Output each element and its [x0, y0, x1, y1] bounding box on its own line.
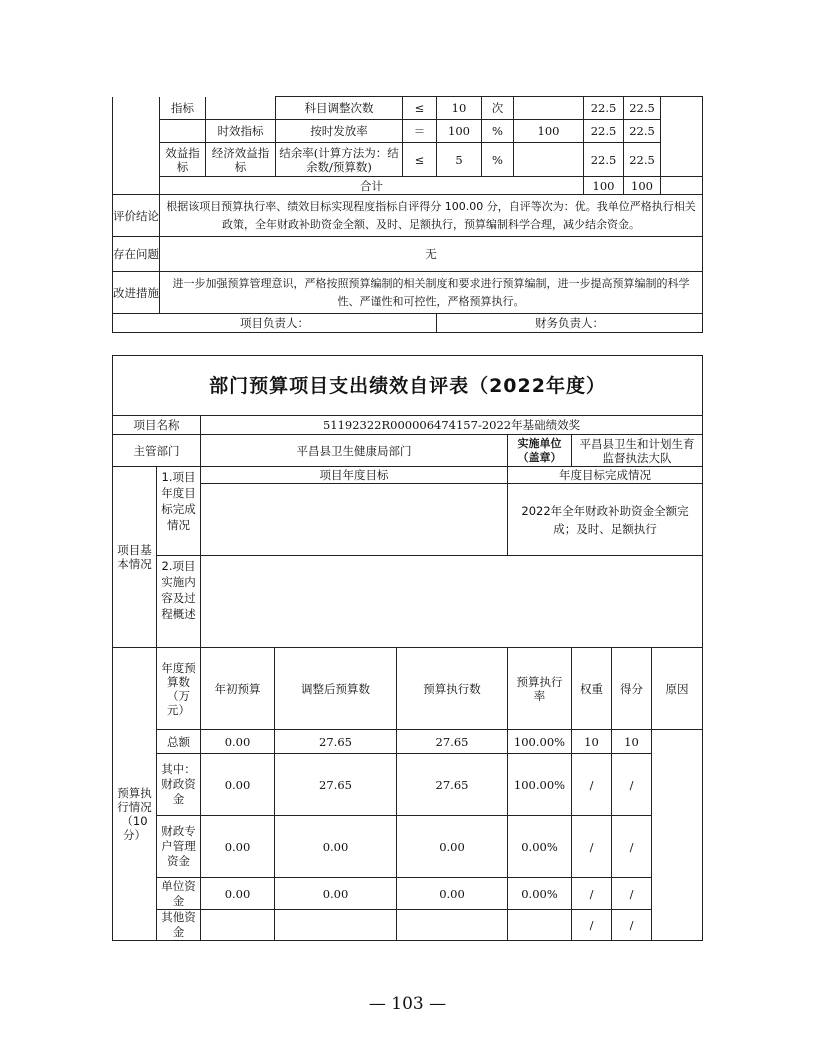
- dept-name: 平昌县卫生健康局部门: [201, 435, 508, 467]
- indicator-sub-label: 时效指标: [206, 120, 276, 143]
- blank-cell: [661, 97, 703, 177]
- page-number: — 103 —: [368, 994, 447, 1014]
- score: 22.5: [624, 97, 661, 120]
- budget-exec-label: 预算执行情况（10分）: [113, 648, 157, 941]
- form-title: 部门预算项目支出绩效自评表（2022年度）: [113, 356, 703, 416]
- improvement-label: 改进措施: [113, 272, 160, 314]
- row-special-account-label: 财政专户管理资金: [157, 816, 201, 878]
- evaluation-text: 根据该项目预算执行率、绩效目标实现程度指标自评得分 100.00 分，自评等次为：优。我单位严格执行相关政策，全年财政补助资金全额、及时、足额执行，预算编制科学合理，减少结余资金。: [160, 195, 703, 237]
- score: 22.5: [624, 143, 661, 177]
- problems-text: 无: [160, 237, 703, 272]
- row-other-weight: /: [572, 910, 612, 941]
- dept-label: 主管部门: [113, 435, 201, 467]
- done-text: 2022年全年财政补助资金全额完成；及时、足额执行: [508, 484, 703, 556]
- row-special-initial: 0.00: [201, 816, 275, 878]
- row-total-executed: 27.65: [397, 730, 508, 754]
- top-indicator-table: [112, 96, 703, 333]
- unit: %: [482, 143, 514, 177]
- row-other-executed: [397, 910, 508, 941]
- impl-unit-name: 平昌县卫生和计划生育监督执法大队: [572, 435, 703, 467]
- actual-value: [514, 143, 584, 177]
- item2-text: [201, 556, 703, 648]
- row-total-weight: 10: [572, 730, 612, 754]
- header-reason: 原因: [652, 648, 703, 730]
- operator: ≤: [403, 143, 437, 177]
- header-annual-budget: 年度预算数（万元）: [157, 648, 201, 730]
- self-evaluation-form: [112, 355, 703, 941]
- goal-header: 项目年度目标: [201, 467, 508, 484]
- operator: ≤: [403, 97, 437, 120]
- weight: 22.5: [584, 97, 624, 120]
- row-special-weight: /: [572, 816, 612, 878]
- actual-value: 100: [514, 120, 584, 143]
- row-other-adjusted: [275, 910, 397, 941]
- indicator-sub-label: 经济效益指标: [206, 143, 276, 177]
- row-total-label: 总额: [157, 730, 201, 754]
- sign-project-leader: 项目负责人：: [113, 314, 437, 333]
- row-special-score: /: [612, 816, 652, 878]
- problems-label: 存在问题: [113, 237, 160, 272]
- header-exec-rate: 预算执行率: [508, 648, 572, 730]
- header-executed: 预算执行数: [397, 648, 508, 730]
- row-total-initial: 0.00: [201, 730, 275, 754]
- header-weight: 权重: [572, 648, 612, 730]
- row-unit-funds-label: 单位资金: [157, 878, 201, 910]
- improvement-text: 进一步加强预算管理意识，严格按照预算编制的相关制度和要求进行预算编制，进一步提高预算编制的科学性、严谨性和可控性，严格预算执行。: [160, 272, 703, 314]
- header-adjusted-budget: 调整后预算数: [275, 648, 397, 730]
- blank-cell: [160, 120, 206, 143]
- indicator-label: 效益指标: [160, 143, 206, 177]
- total-weight: 100: [584, 177, 624, 195]
- row-fiscal-executed: 27.65: [397, 754, 508, 816]
- row-total-adjusted: 27.65: [275, 730, 397, 754]
- total-score: 100: [624, 177, 661, 195]
- row-fiscal-initial: 0.00: [201, 754, 275, 816]
- unit: %: [482, 120, 514, 143]
- target-value: 100: [437, 120, 482, 143]
- done-header: 年度目标完成情况: [508, 467, 703, 484]
- row-total-rate: 100.00%: [508, 730, 572, 754]
- total-label: 合计: [160, 177, 584, 195]
- row-fiscal-score: /: [612, 754, 652, 816]
- row-other-initial: [201, 910, 275, 941]
- unit: 次: [482, 97, 514, 120]
- row-other-funds-label: 其他资金: [157, 910, 201, 941]
- row-unit-executed: 0.00: [397, 878, 508, 910]
- project-name: 51192322R000006474157-2022年基础绩效奖: [201, 416, 703, 435]
- row-special-executed: 0.00: [397, 816, 508, 878]
- header-initial-budget: 年初预算: [201, 648, 275, 730]
- row-unit-adjusted: 0.00: [275, 878, 397, 910]
- row-unit-rate: 0.00%: [508, 878, 572, 910]
- impl-unit-label: 实施单位（盖章）: [508, 435, 572, 467]
- goal-text: [201, 484, 508, 556]
- indicator-name: 科目调整次数: [276, 97, 403, 120]
- sign-finance-leader: 财务负责人：: [437, 314, 703, 333]
- row-special-adjusted: 0.00: [275, 816, 397, 878]
- target-value: 5: [437, 143, 482, 177]
- indicator-name: 结余率(计算方法为：结余数/预算数): [276, 143, 403, 177]
- weight: 22.5: [584, 120, 624, 143]
- row-special-rate: 0.00%: [508, 816, 572, 878]
- basic-info-label: 项目基本情况: [113, 467, 157, 648]
- row-fiscal-weight: /: [572, 754, 612, 816]
- row-unit-weight: /: [572, 878, 612, 910]
- row-fiscal-label: 其中：财政资金: [157, 754, 201, 816]
- row-other-score: /: [612, 910, 652, 941]
- indicator-name: 按时发放率: [276, 120, 403, 143]
- blank-cell: [661, 177, 703, 195]
- weight: 22.5: [584, 143, 624, 177]
- item1-label: 1.项目年度目标完成情况: [157, 467, 201, 556]
- blank-cell: [113, 97, 160, 195]
- indicator-label: 指标: [160, 97, 206, 120]
- item2-label: 2.项目实施内容及过程概述: [157, 556, 201, 648]
- blank-cell: [206, 97, 276, 120]
- evaluation-label: 评价结论: [113, 195, 160, 237]
- row-fiscal-adjusted: 27.65: [275, 754, 397, 816]
- row-total-score: 10: [612, 730, 652, 754]
- header-score: 得分: [612, 648, 652, 730]
- reason-cell: [652, 730, 703, 941]
- score: 22.5: [624, 120, 661, 143]
- target-value: 10: [437, 97, 482, 120]
- operator: ＝: [403, 120, 437, 143]
- row-unit-initial: 0.00: [201, 878, 275, 910]
- row-unit-score: /: [612, 878, 652, 910]
- actual-value: [514, 97, 584, 120]
- row-other-rate: [508, 910, 572, 941]
- project-name-label: 项目名称: [113, 416, 201, 435]
- row-fiscal-rate: 100.00%: [508, 754, 572, 816]
